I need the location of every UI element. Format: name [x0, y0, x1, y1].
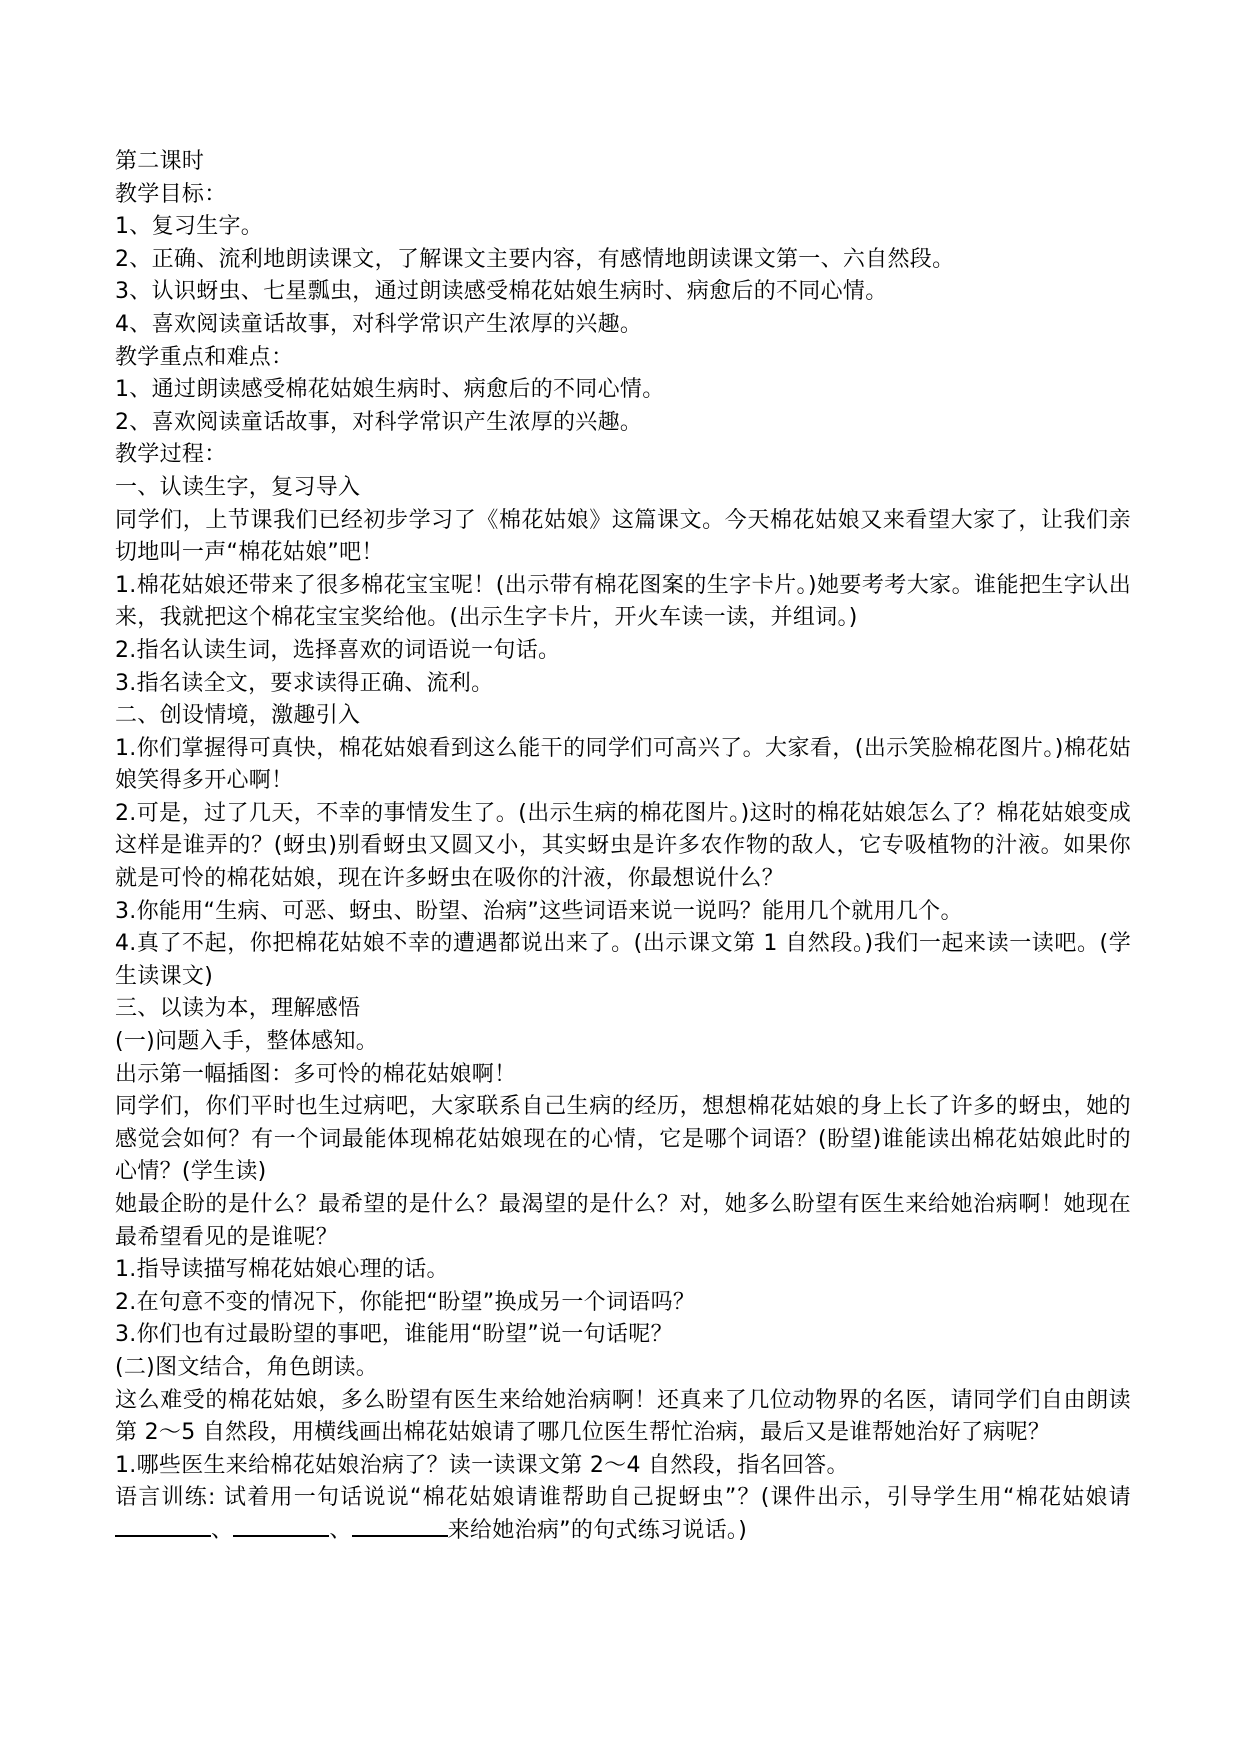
paragraph: 这么难受的棉花姑娘，多么盼望有医生来给她治病啊！还真来了几位动物界的名医，请同学们自由朗读第 2～5 自然段，用横线画出棉花姑娘请了哪几位医生帮忙治病，最后又是谁帮她治好了病呢？	[115, 1387, 1131, 1446]
objective-item: 4、喜欢阅读童话故事，对科学常识产生浓厚的兴趣。	[115, 311, 643, 337]
paragraph: 她最企盼的是什么？最希望的是什么？最渴望的是什么？对，她多么盼望有医生来给她治病啊！她现在最希望看见的是谁呢？	[115, 1192, 1131, 1250]
key-point-item: 2、喜欢阅读童话故事，对科学常识产生浓厚的兴趣。	[115, 409, 643, 435]
paragraph: 2.在句意不变的情况下，你能把“盼望”换成另一个词语吗？	[115, 1289, 696, 1315]
paragraph: 3.你们也有过最盼望的事吧，谁能用“盼望”说一句话呢？	[115, 1322, 673, 1348]
fill-in-blank	[115, 1515, 211, 1537]
paragraph: 3.你能用“生病、可恶、蚜虫、盼望、治病”这些词语来说一说吗？能用几个就用几个。	[115, 898, 963, 924]
paragraph: 4.真了不起，你把棉花姑娘不幸的遭遇都说出来了。(出示课文第 1 自然段。)我们一起来读一读吧。(学生读课文)	[115, 931, 1131, 989]
lesson-title: 第二课时	[115, 149, 205, 174]
paragraph: 2.可是，过了几天，不幸的事情发生了。(出示生病的棉花图片。)这时的棉花姑娘怎么了？棉花姑娘变成这样是谁弄的？(蚜虫)别看蚜虫又圆又小，其实蚜虫是许多农作物的敌人，它专吸植物的汁液。如果你就是可怜的棉花姑娘，现在许多蚜虫在吸你的汁液，你最想说什么？	[115, 800, 1131, 892]
paragraph: 1.你们掌握得可真快，棉花姑娘看到这么能干的同学们可高兴了。大家看，(出示笑脸棉花图片。)棉花姑娘笑得多开心啊！	[115, 735, 1131, 794]
paragraph: 同学们，你们平时也生过病吧，大家联系自己生病的经历，想想棉花姑娘的身上长了许多的蚜虫，她的感觉会如何？有一个词最能体现棉花姑娘现在的心情，它是哪个词语？(盼望)谁能读出棉花姑娘此时的心情？(学生读)	[115, 1094, 1131, 1185]
paragraph: 1.指导读描写棉花姑娘心理的话。	[115, 1257, 449, 1283]
subsection-heading: (一)问题入手，整体感知。	[115, 1029, 379, 1055]
document-body	[115, 146, 1131, 1548]
paragraph: 1.哪些医生来给棉花姑娘治病了？读一读课文第 2～4 自然段，指名回答。	[115, 1452, 849, 1478]
separator: 、	[329, 1517, 352, 1543]
paragraph: 出示第一幅插图：多可怜的棉花姑娘啊！	[115, 1061, 517, 1087]
paragraph: 1.棉花姑娘还带来了很多棉花宝宝呢！(出示带有棉花图案的生字卡片。)她要考考大家。谁能把生字认出来，我就把这个棉花宝宝奖给他。(出示生字卡片，开火车读一读，并组词。)	[115, 572, 1131, 631]
section-heading: 二、创设情境，激趣引入	[115, 703, 361, 729]
section-heading: 三、以读为本，理解感悟	[115, 996, 361, 1022]
fill-in-text-start: 语言训练: 试着用一句话说说“棉花姑娘请谁帮助自己捉蚜虫”？(课件出示，引导学生用“棉花姑娘请	[115, 1485, 1131, 1511]
objective-item: 3、认识蚜虫、七星瓢虫，通过朗读感受棉花姑娘生病时、病愈后的不同心情。	[115, 279, 888, 305]
separator: 、	[211, 1517, 234, 1543]
subsection-heading: (二)图文结合，角色朗读。	[115, 1354, 379, 1380]
heading-key-points: 教学重点和难点：	[115, 344, 294, 370]
objective-item: 2、正确、流利地朗读课文，了解课文主要内容，有感情地朗读课文第一、六自然段。	[115, 246, 955, 272]
fill-in-paragraph	[115, 1482, 1131, 1547]
key-point-item: 1、通过朗读感受棉花姑娘生病时、病愈后的不同心情。	[115, 377, 665, 403]
paragraph: 3.指名读全文，要求读得正确、流利。	[115, 670, 494, 696]
section-heading: 一、认读生字，复习导入	[115, 474, 361, 500]
fill-in-blank	[352, 1515, 448, 1537]
heading-process: 教学过程：	[115, 442, 227, 468]
fill-in-text-end: 来给她治病”的句式练习说话。)	[447, 1517, 748, 1543]
fill-in-blank	[233, 1515, 329, 1537]
paragraph: 2.指名认读生词，选择喜欢的词语说一句话。	[115, 637, 561, 663]
heading-objectives: 教学目标：	[115, 181, 227, 207]
paragraph: 同学们，上节课我们已经初步学习了《棉花姑娘》这篇课文。今天棉花姑娘又来看望大家了，让我们亲切地叫一声“棉花姑娘”吧！	[115, 507, 1131, 566]
objective-item: 1、复习生字。	[115, 214, 264, 240]
